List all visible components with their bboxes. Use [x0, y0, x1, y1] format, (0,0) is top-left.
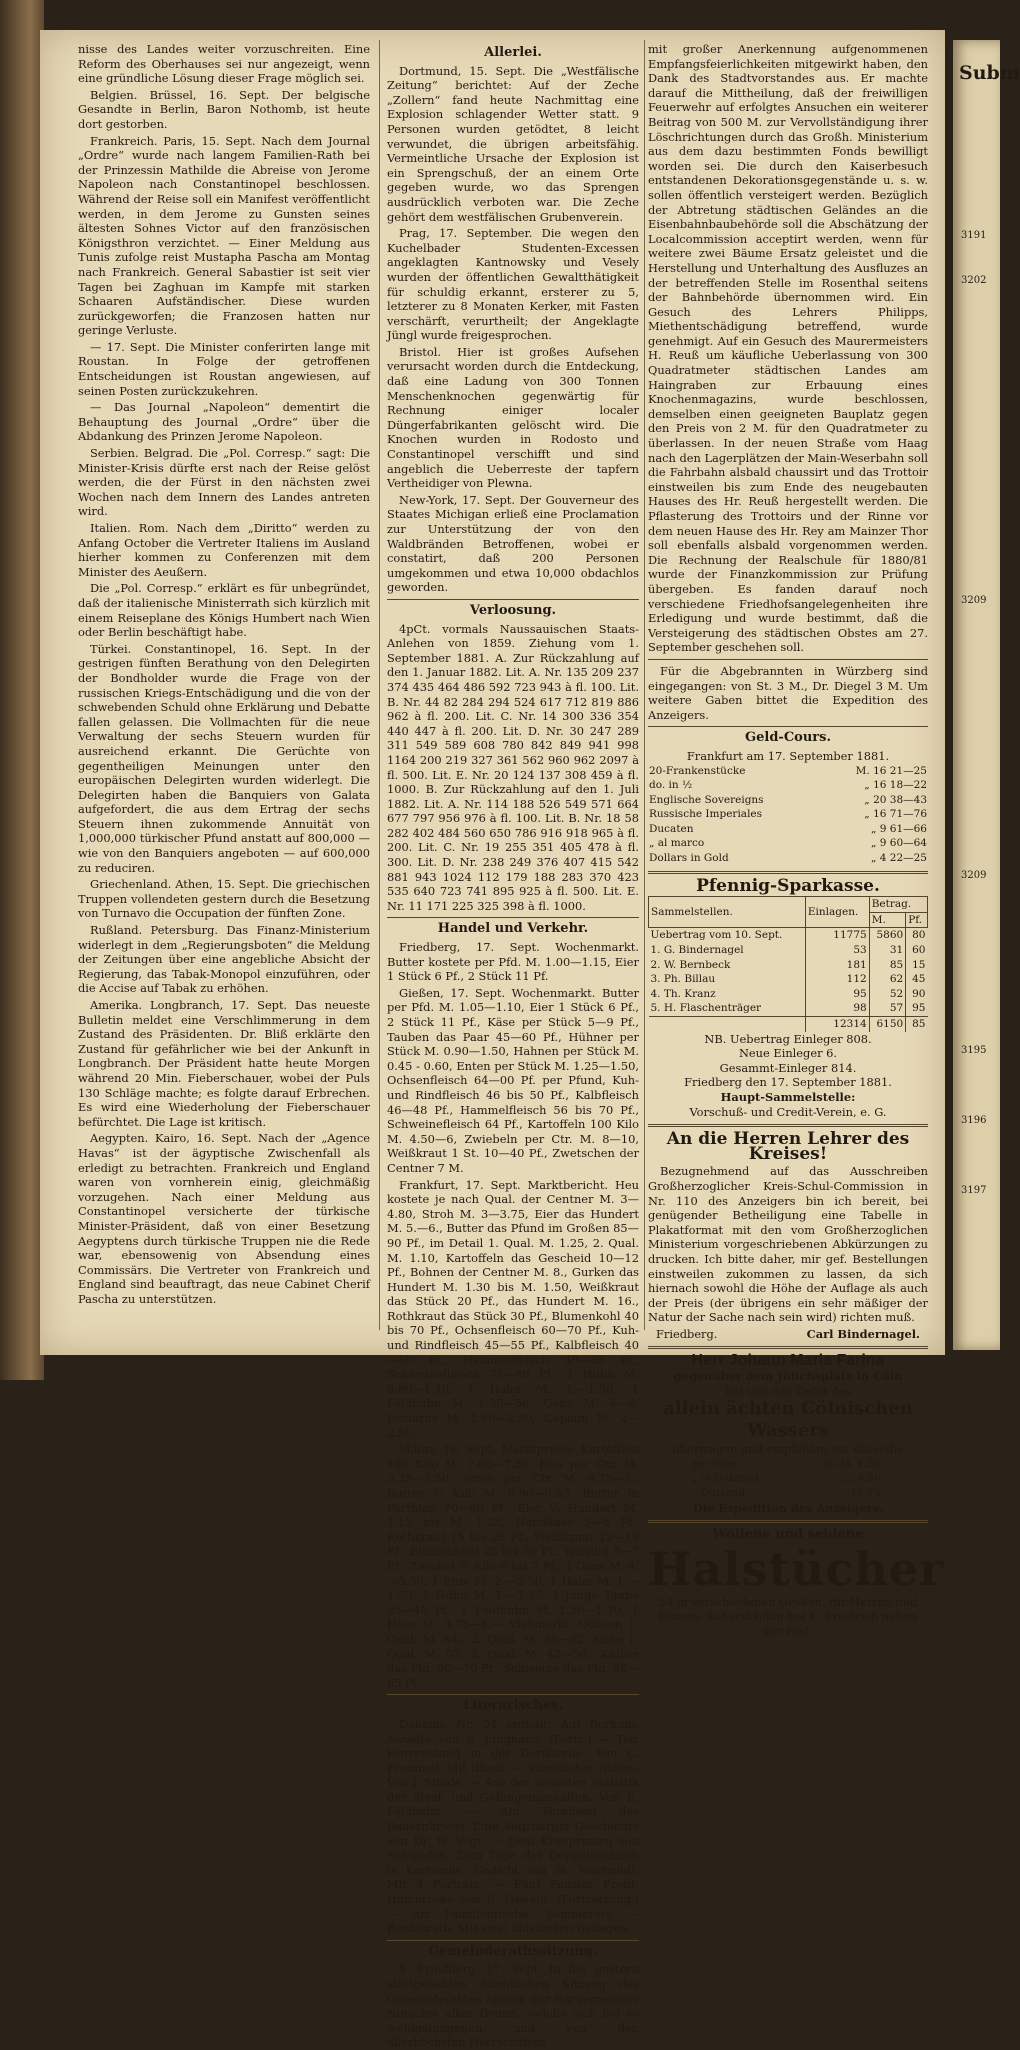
- savings-cell: 95: [906, 1001, 928, 1016]
- exchange-rate: M. 16 21—25: [855, 764, 927, 777]
- savings-cell: 12314: [805, 1017, 869, 1032]
- ad-signature: [648, 1327, 928, 1342]
- section-divider: [387, 599, 639, 600]
- exchange-rate: „ 9 61—66: [870, 822, 927, 835]
- savings-header: M.: [869, 912, 906, 928]
- news-paragraph: nisse des Landes weiter vorzuschreiten. Eine Reform des Oberhauses sei nur angezeigt, wenn eine gründliche Lösung dieser Frage möglich sei.: [78, 42, 370, 86]
- savings-cell: 85: [906, 1017, 928, 1032]
- farina-line: gegenüber dem Jülichsplatz in Cöln: [673, 1369, 903, 1384]
- literature-paragraph: Daheim. Nr. 51 enthält: Auf Borkum. Novelle von S. Junghans. (Forts.) — Der Herrenstand in der Dorfkirche. Von C. Frommel. Mit Illustr. — Künstlicher Indigo. Von J. Stinde. — Aus der neuesten Statistik der Straf- und Gefangenanstalten. Von K. Feldhahn. — Am Vorabend des Bauernkriegs. Eine Augsburger Geschichte von Dr. W. Vogt. — Dem Kronprinzen von Schweden. Zum Tage der Doppelhochzeit in Karlsruhe. Gedicht von St. Waetzoldt. Mit 4 Porträts. — Fünf Fenster Front. Humoreske von S. Oswald. (Fortsetzung.) — Am Familientische: Sommereis. — Rechtsrath. Mit zwei illustrirten Beilagen.: [387, 1716, 639, 1936]
- next-page-title: Subm: [959, 62, 1020, 84]
- savings-table: [648, 896, 928, 1031]
- farina-line: hat uns den Debit des: [724, 1383, 852, 1398]
- next-page-number: 3209: [961, 870, 987, 881]
- news-paragraph: Italien. Rom. Nach dem „Diritto“ werden zu Anfang October die Vertreter Italiens im Ausland hierher kommen zu Conferenzen mit dem Minister des Aeußern.: [78, 521, 370, 579]
- section-divider: [648, 1346, 928, 1349]
- savings-cell: 90: [906, 987, 928, 1002]
- section-title-verloosung: Verloosung.: [469, 602, 557, 618]
- farina-price-row: [690, 1457, 886, 1472]
- savings-cell: 3. Ph. Billau: [650, 973, 716, 986]
- column-local-and-ads: [648, 42, 945, 1638]
- savings-cell: 112: [805, 972, 869, 987]
- exchange-currency: „ al marco: [649, 837, 705, 850]
- exchange-row: [648, 764, 928, 779]
- savings-cell: 181: [805, 958, 869, 973]
- exchange-currency: Englische Sovereigns: [649, 793, 764, 806]
- farina-price-row: [690, 1486, 886, 1501]
- market-paragraph: Gießen, 17. Sept. Wochenmarkt. Butter per Pfd. M. 1.05—1.10, Eier 1 Stück 6 Pf., 2 Stück 11 Pf., Käse per Stück 5—9 Pf., Tauben das Paar 45—60 Pf., Hühner per Stück M. 0.90—1.50, Hahnen per Stück M. 0.45 - 0.60, Enten per Stück M. 1.25—1.50, Ochsenfleisch 64—00 Pf. per Pfund, Kuh- und Rindfleisch 46 bis 50 Pf., Kalbfleisch 46—48 Pf., Hammelfleisch 56 bis 70 Pf., Schweinefleisch 64 Pf., Kartoffeln 100 Kilo M. 4.50—6, Zwiebeln per Ctr. M. 8—10, Weißkraut 1 St. 10—40 Pf., Zwetschen der Centner 7 M.: [387, 985, 639, 1175]
- column-miscellany: [387, 42, 639, 2050]
- market-paragraph: Mainz, 16. Sept. Marktpreise. Kartoffeln 100 Kilo M. 7.00—7.50, Heu per Ctr. M. 3.25—3.50, Stroh per Ctr. M. 4.75—5., Butter ½ Kilo M. 0.90—0.95, Butter in Parthien 70—80 Pf., Eier ¼ Hundert M. 1.15 bis M. 1.25, Handkäse 5—8 Pf., Rothkraut 15 bis 25 Pf., Weißkraut 12—15 Pf., Blumenkohl 25 bis 30 Pf., Wirsing 5—7 Pf., Zwiebel ½ Kilo 6 bis 7 Pf., 1 Gans M. 4.—5.50, 1 Ente M. 2.—2.50, 1 Hahn M. 1.—1.50, 1 Huhn M. 1.—1.25, 1 junge Taube 35—40 Pf., 1 Feldhuhn M. 1.30—1.70, 1 Hase M. 3.75—4.— Viehmarkt. Ochsen 1. Qual. M. 64., 2. Qual. M. 58—62, Kühe 1. Qual. M. 57, 2. Qual. M. 42—50., Kälber das Pfd. 50—70 Pf., Schweine das Pfd. 58—65 Pf.: [387, 1442, 639, 1690]
- section-divider: [387, 1940, 639, 1941]
- savings-cell: 53: [805, 943, 869, 958]
- savings-note: Vorschuß- und Credit-Verein, e. G.: [689, 1104, 887, 1119]
- column-divider: [644, 40, 645, 1330]
- news-paragraph: Die „Pol. Corresp.“ erklärt es für unbegründet, daß der italienische Ministerrath sich kürzlich mit einem Reiseplane des Königs Humbert nach Wien oder Berlin beschäftigt habe.: [78, 581, 370, 640]
- savings-note: Haupt-Sammelstelle:: [720, 1089, 856, 1104]
- market-paragraph: Frankfurt, 17. Sept. Marktbericht. Heu kostete je nach Qual. der Centner M. 3—4.80, Stroh M. 3—3.75, Eier das Hundert M. 5.—6., Butter das Pfund im Großen 85—90 Pf., im Detail 1. Qual. M. 1.25, 2. Qual. M. 1.10, Kartoffeln das Gescheid 10—12 Pf., Bohnen der Centner M. 8., Gurken das Hundert M. 1.30 bis M. 1.50, Weißkraut das Stück 20 Pf., das Hundert M. 16., Rothkraut das Stück 30 Pf., Blumenkohl 40 bis 70 Pf., Ochsenfleisch 60—70 Pf., Kuh- und Rindfleisch 45—55 Pf., Kalbfleisch 40—60 Pf., Hammelfleisch 40—65 Pf., Schweinefleisch 75—80 Pf., 1 Huhn M. 0.80—1.40, 1 Hahn M. 1.—1.50, 1 Feldhuhn M. 1.30—50, Gans M. 4—8, Poularde M. 1.80—2.30, Capaun M. 2—2.50.: [387, 1177, 639, 1440]
- section-title-sparkasse: Pfennig-Sparkasse.: [696, 875, 880, 896]
- savings-cell: 98: [805, 1001, 869, 1016]
- news-paragraph: Serbien. Belgrad. Die „Pol. Corresp.“ sagt: Die Minister-Krisis dürfte erst nach der Reise gelöst werden, die der Fürst in den nächsten zwei Wochen nach dem Innern des Landes antreten wird.: [78, 446, 370, 519]
- ad-signature-place: Friedberg.: [656, 1326, 718, 1341]
- next-page-number: 3191: [961, 230, 987, 241]
- savings-cell: Uebertrag vom 10. Sept.: [650, 929, 783, 942]
- farina-signature: Die Expedition des Anzeigers.: [692, 1500, 884, 1515]
- savings-note: Gesammt-Einleger 814.: [719, 1060, 857, 1075]
- section-divider: [648, 1520, 928, 1523]
- exchange-row: [648, 793, 928, 808]
- farina-title: Herr Johann Maria Farina: [691, 1352, 885, 1370]
- exchange-rate: „ 16 71—76: [864, 808, 927, 821]
- next-page-edge: [953, 40, 1020, 1350]
- news-paragraph: Rußland. Petersburg. Das Finanz-Ministerium widerlegt in dem „Regierungsboten“ die Meldung der Zeitungen über eine angebliche Absicht der Regierung, das Tabak-Monopol einzuführen, oder die Accise auf Tabak zu erhöhen.: [78, 923, 370, 996]
- savings-cell: 60: [906, 943, 928, 958]
- savings-cell: 85: [869, 958, 906, 973]
- ad-signature-name: Carl Bindernagel.: [806, 1326, 920, 1341]
- next-page-number: 3202: [961, 275, 987, 286]
- news-paragraph: Dortmund, 15. Sept. Die „Westfälische Zeitung“ berichtet: Auf der Zeche „Zollern“ fand heute Nachmittag eine Explosion schlagender Wetter statt. 9 Personen wurden getödtet, 8 leicht verwundet, die übrigen arbeitsfähig. Vermeintliche Ursache der Explosion ist ein Sprengschuß, der an einem Orte gegeben wurde, wo das Sprengen ausdrücklich verboten war. Die Zeche gehört dem westfälischen Grubenverein.: [387, 63, 639, 224]
- savings-cell: 57: [869, 1001, 906, 1016]
- exchange-row: [648, 822, 928, 837]
- savings-cell: 1. G. Bindernagel: [650, 944, 744, 957]
- farina-price-cell: „ „ 8.50,: [839, 1472, 884, 1485]
- news-paragraph: Amerika. Longbranch, 17. Sept. Das neueste Bulletin meldet eine Verschlimmerung in dem Zustand des Präsidenten. Dr. Bliß erklärte den Zustand für gefährlicher wie bei der Ankunft in Longbranch. Der Präsident hatte heute Morgen während 20 Min. Fieberschauer, wobei der Puls 130 Schläge machte; es folgte darauf Erbrechen. Es wird eine Wiederholung der Fieberschauer befürchtet. Die Lage ist kritisch.: [78, 998, 370, 1129]
- savings-cell: 2. W. Bernbeck: [650, 958, 731, 971]
- savings-cell: 5. H. Flaschenträger: [650, 1002, 762, 1015]
- savings-row: [649, 972, 928, 987]
- savings-note: Friedberg den 17. September 1881.: [684, 1075, 892, 1090]
- news-paragraph: Prag, 17. September. Die wegen den Kuchelbader Studenten-Excessen angeklagten Kantnowsky und Vesely wurden der öffentlichen Gewaltthätigkeit für schuldig erkannt, ersterer zu 5, letzterer zu 8 Monaten Kerker, mit Fasten verschärft, verurtheilt; der Angeklagte Jüngl wurde freigesprochen.: [387, 226, 639, 343]
- savings-cell: 62: [869, 972, 906, 987]
- savings-note: NB. Uebertrag Einleger 808.: [704, 1031, 872, 1046]
- book-binding-edge: [0, 0, 44, 1380]
- farina-price-cell: „ ½ Dutzend: [692, 1472, 759, 1485]
- savings-header: Sammelstellen.: [649, 897, 806, 928]
- exchange-rates-table: [648, 764, 928, 866]
- farina-price-cell: „ Dutzend: [692, 1487, 746, 1500]
- savings-row: [649, 1001, 928, 1016]
- next-page-number: 3196: [961, 1115, 987, 1126]
- savings-row: [649, 987, 928, 1002]
- farina-price-row: [690, 1471, 886, 1486]
- savings-cell: 80: [906, 928, 928, 943]
- news-paragraph: Belgien. Brüssel, 16. Sept. Der belgische Gesandte in Berlin, Baron Nothomb, ist heute dort gestorben.: [78, 87, 370, 131]
- council-paragraph-cont: mit großer Anerkennung aufgenommenen Empfangsfeierlichkeiten mitgewirkt haben, den Dank des Stadtvorstandes aus. Er machte darauf die Mittheilung, daß der freiwilligen Feuerwehr auf erfolgtes Ansuchen ein weiterer Beitrag von 500 M. zur Vervollständigung ihrer Löschrichtungen durch das Großh. Ministerium aus dem dazu bestimmten Fonds bewilligt worden sei. Die durch den Kaiserbesuch entstandenen Dekorationsgegenstände u. s. w. sollen öffentlich versteigert werden. Bezüglich der Abtretung städtischen Geländes an die Eisenbahnbaubehörde soll die Abschätzung der Localcommission acceptirt werden, wenn für weitere zwei Bäume Ersatz geleistet und die Herstellung und Unterhaltung des Ausfluzes an der betreffenden Stelle im Rosenthal seitens der Bahnbehörde übernommen wird. Ein Gesuch des Lehrers Philipps, Miethentschädigung betreffend, wurde genehmigt. Auf ein Gesuch des Maurermeisters H. Reuß um käufliche Ueberlassung von 300 Quadratmeter städtischen Landes am Haingraben zur Erbauung eines Knochenmagazins, wurde beschlossen, demselben einen geeigneten Bauplatz gegen den Preis von 2 M. für den Quadratmeter zu überlassen. In der neuen Straße vom Haag nach den Lagerplätzen der Main-Weserbahn soll die Fahrbahn alsbald chaussirt und das Trottoir einstweilen bis zum Ende des neugebauten Hauses des Hr. Reuß hergestellt werden. Die Pflasterung des Trottoirs und der Rinne vor dem neuen Hause des Hr. Rey am Mainzer Thor soll ebenfalls alsbald vorgenommen werden. Die Rechnung der Realschule für 1880/81 wurde der Finanzkommission zur Prüfung übergeben. Es fanden darauf noch verschiedene Friedhofsangelegenheiten ihre Erledigung und wurde bestimmt, daß die Versteigerung des städtischen Obstes am 27. September geschehen soll.: [648, 42, 928, 655]
- savings-cell: 11775: [805, 928, 869, 943]
- news-paragraph: Frankreich. Paris, 15. Sept. Nach dem Journal „Ordre“ wurde nach langem Familien-Rath bei der Prinzessin Mathilde die Abreise von Jerome Napoleon nach Constantinopel beschlossen. Während der Reise soll ein Manifest veröffentlicht werden, in dem Jerome zu Gunsten seines ältesten Sohnes Victor auf den französischen Königsthron verzichtet. — Einer Meldung aus Tunis zufolge reist Mustapha Pascha am Montag nach Frankreich. General Sabastier ist seit vier Tagen bei Zaghuan im Kampfe mit starken Schaaren Aufständischer. Diese wurden zurückgeworfen; die Franzosen hatten nur geringe Verluste.: [78, 133, 370, 338]
- savings-cell: 31: [869, 943, 906, 958]
- market-paragraph: Friedberg, 17. Sept. Wochenmarkt. Butter kostete per Pfd. M. 1.00—1.15, Eier 1 Stück 6 Pf., 2 Stück 11 Pf.: [387, 940, 639, 984]
- exchange-currency: do. in ½: [649, 779, 693, 792]
- savings-cell: 6150: [869, 1017, 906, 1032]
- savings-cell: 4. Th. Kranz: [650, 987, 716, 1000]
- savings-note: Neue Einleger 6.: [738, 1046, 838, 1061]
- council-paragraph: S. Friedberg, 17. Sept. In der gestern stattgehabten öffentlichen Sitzung des Gemeinderathes sprach der Bürgermeister zunächst allen Denen, welche sich bei so wohlgelungenen und von den allerhöchsten Herrschaften: [387, 1962, 639, 2050]
- ad-title-lehrer: An die Herren Lehrer des Kreises!: [666, 1129, 910, 1164]
- ad-paragraph: Bezugnehmend auf das Ausschreiben Großherzoglicher Kreis-Schul-Commission in Nr. 110 des Anzeigers bin ich bereit, bei genügender Betheiligung eine Tabelle in Plakatformat mit den vom Großherzoglichen Ministerium vorgeschriebenen Abkürzungen zu drucken. Ich bitte daher, mir gef. Bestellungen einstweilen zukommen zu lassen, da sich hiernach sowohl die Höhe der Auflage als auch der Preis (der übrigens ein sehr mäßiger der Natur der Sache nach sein wird) richten muß.: [648, 1164, 928, 1325]
- section-divider: [648, 871, 928, 874]
- savings-cell: 15: [906, 958, 928, 973]
- section-divider: [648, 1124, 928, 1127]
- farina-price-cell: zu M. 1.50,: [824, 1457, 884, 1470]
- exchange-currency: Russische Imperiales: [649, 808, 763, 821]
- section-divider: [648, 726, 928, 727]
- section-divider: [387, 917, 639, 918]
- section-title-allerlei: Allerlei.: [484, 45, 542, 60]
- scarves-title: Halstücher: [648, 1541, 945, 1596]
- lottery-paragraph: 4pCt. vormals Naussauischen Staats-Anlehen von 1859. Ziehung vom 1. September 1881. A. Zur Rückzahlung auf den 1. Januar 1882. Lit. A. Nr. 135 209 237 374 435 464 486 592 723 943 à fl. 100. Lit. B. Nr. 44 82 284 294 524 617 712 819 886 962 à fl. 200. Lit. C. Nr. 14 300 336 354 440 447 à fl. 200. Lit. D. Nr. 30 247 289 311 549 589 608 780 842 849 941 998 1164 200 219 327 361 562 960 962 2097 à fl. 500. Lit. E. Nr. 20 124 137 308 459 à fl. 1000. B. Zur Rückzahlung auf den 1. Juli 1882. Lit. A. Nr. 114 188 526 549 571 664 677 797 956 976 à fl. 100. Lit. B. Nr. 18 58 282 402 484 560 650 786 916 918 965 à fl. 200. Lit. C. Nr. 19 255 351 405 478 à fl. 300. Lit. D. Nr. 238 249 376 407 415 542 881 943 1024 112 179 188 283 370 423 535 640 723 741 895 925 à fl. 500. Lit. E. Nr. 11 171 225 325 398 à fl. 1000.: [387, 621, 639, 913]
- savings-cell: 5860: [869, 928, 906, 943]
- exchange-row: [648, 778, 928, 793]
- savings-cell: 52: [869, 987, 906, 1002]
- savings-header: Pf.: [906, 912, 928, 928]
- savings-row: [649, 928, 928, 943]
- farina-price-cell: per Glas: [692, 1457, 737, 1470]
- scarves-text: 54 in verschiedenen Größen, für Herren und Damen, äußerst billig bei K. Friedrich neben der Post.: [658, 1594, 918, 1638]
- news-paragraph: Aegypten. Kairo, 16. Sept. Nach der „Agence Havas“ ist der ägyptische Zwischenfall als erledigt zu betrachten. Frankreich und England waren von vornherein einig, gleichmäßig vorzugehen. Nach einer Meldung aus Constantinopel versicherte der türkische Minister-Präsident, daß von einer Besetzung Aegyptens durch türkische Truppen nie die Rede war, ebensowenig von Absendung eines Commissärs. Die Vertreter von Frankreich und England sind beauftragt, das neue Cabinet Cherif Pascha zu unterstützen.: [78, 1131, 370, 1306]
- exchange-rate: „ 4 22—25: [870, 852, 927, 865]
- savings-row: [649, 943, 928, 958]
- exchange-subtitle: Frankfurt am 17. September 1881.: [686, 748, 890, 763]
- news-paragraph: — 17. Sept. Die Minister conferirten lange mit Roustan. In Folge der getroffenen Entscheidungen ist Roustan angewiesen, auf seinen Posten zurückzukehren.: [78, 339, 370, 398]
- exchange-rate: „ 9 60—64: [870, 837, 927, 850]
- section-title-gemeinderat: Gemeinderathssitzung.: [428, 1943, 598, 1959]
- savings-row: [649, 958, 928, 973]
- exchange-rate: „ 20 38—43: [864, 793, 927, 806]
- section-divider: [648, 659, 928, 660]
- news-paragraph: Griechenland. Athen, 15. Sept. Die griechischen Truppen vollendeten gestern durch die Besetzung von Turnavo die Occupation der fünften Zone.: [78, 877, 370, 921]
- farina-price-table: [690, 1457, 886, 1501]
- next-page-number: 3195: [961, 1045, 987, 1056]
- exchange-row: [648, 851, 928, 866]
- donation-notice: Für die Abgebrannten in Würzberg sind eingegangen: von St. 3 M., Dr. Diegel 3 M. Um weitere Gaben bittet die Expedition des Anzeigers.: [648, 663, 928, 722]
- savings-cell: 95: [805, 987, 869, 1002]
- farina-line: übertragen und empfehlen wir dasselbe: [672, 1442, 904, 1457]
- exchange-currency: Ducaten: [649, 822, 694, 835]
- section-divider: [387, 1694, 639, 1695]
- section-title-geld-cours: Geld-Cours.: [745, 730, 831, 746]
- exchange-currency: Dollars in Gold: [649, 852, 729, 865]
- savings-header: Betrag.: [869, 897, 927, 913]
- exchange-row: [648, 807, 928, 822]
- farina-price-cell: „ „ 16.75.: [833, 1487, 884, 1500]
- exchange-currency: 20-Frankenstücke: [649, 764, 746, 777]
- savings-row: [649, 1017, 928, 1032]
- savings-header: Einlagen.: [805, 897, 869, 928]
- news-paragraph: New-York, 17. Sept. Der Gouverneur des Staates Michigan erließ eine Proclamation zur Unterstützung der von den Waldbränden Betroffenen, wobei er constatirt, daß 200 Personen umgekommen und etwa 10,000 obdachlos geworden.: [387, 492, 639, 595]
- savings-cell: [649, 1017, 806, 1032]
- news-paragraph: Türkei. Constantinopel, 16. Sept. In der gestrigen fünften Berathung von den Delegirten der Bondholder wurde die Frage von der russischen Kriegs-Entschädigung und die von der schwebenden Schuld ohne Erklärung und Debatte fallen gelassen. Die Vollmachten für die neue Verwaltung der sechs Steuern wurden für ausreichend erkannt. Die Gerüchte von gegentheiligen Meinungen unter den europäischen Delegirten wurden widerlegt. Die Delegirten haben die Banquiers von Galata aufgefordert, die aus dem Ertrag der sechs Steuern ihnen zukommende Annuität von 1,000,000 türkischer Pfund anstatt auf 800,000 — wie von den Banquiers angeboten — auf 600,000 zu reduciren.: [78, 641, 370, 875]
- column-politics: [78, 42, 370, 1327]
- section-title-handel: Handel und Verkehr.: [437, 921, 589, 937]
- news-paragraph: Bristol. Hier ist großes Aufsehen verursacht worden durch die Entdeckung, daß eine Ladung von 300 Tonnen Menschenknochen gegenwärtig für Rechnung einiger localer Düngerfabrikanten gelöscht wird. Die Knochen wurden in Rodosto und Constantinopel verschifft und sind angeblich die Ueberreste der tapfern Vertheidiger von Plewna.: [387, 344, 639, 491]
- savings-cell: 45: [906, 972, 928, 987]
- farina-product: allein ächten Cölnischen Wassers: [663, 1398, 913, 1442]
- next-page-number: 3209: [961, 595, 987, 606]
- next-page-number: 3197: [961, 1185, 987, 1196]
- column-divider: [379, 40, 380, 1330]
- exchange-rate: „ 16 18—22: [864, 779, 927, 792]
- exchange-row: [648, 836, 928, 851]
- scarves-subtitle: Wollene und seidene: [712, 1527, 864, 1543]
- section-title-literarisches: Literarisches.: [462, 1698, 564, 1714]
- news-paragraph: — Das Journal „Napoleon“ dementirt die Behauptung des Journal „Ordre“ über die Abdankung des Prinzen Jerome Napoleon.: [78, 400, 370, 444]
